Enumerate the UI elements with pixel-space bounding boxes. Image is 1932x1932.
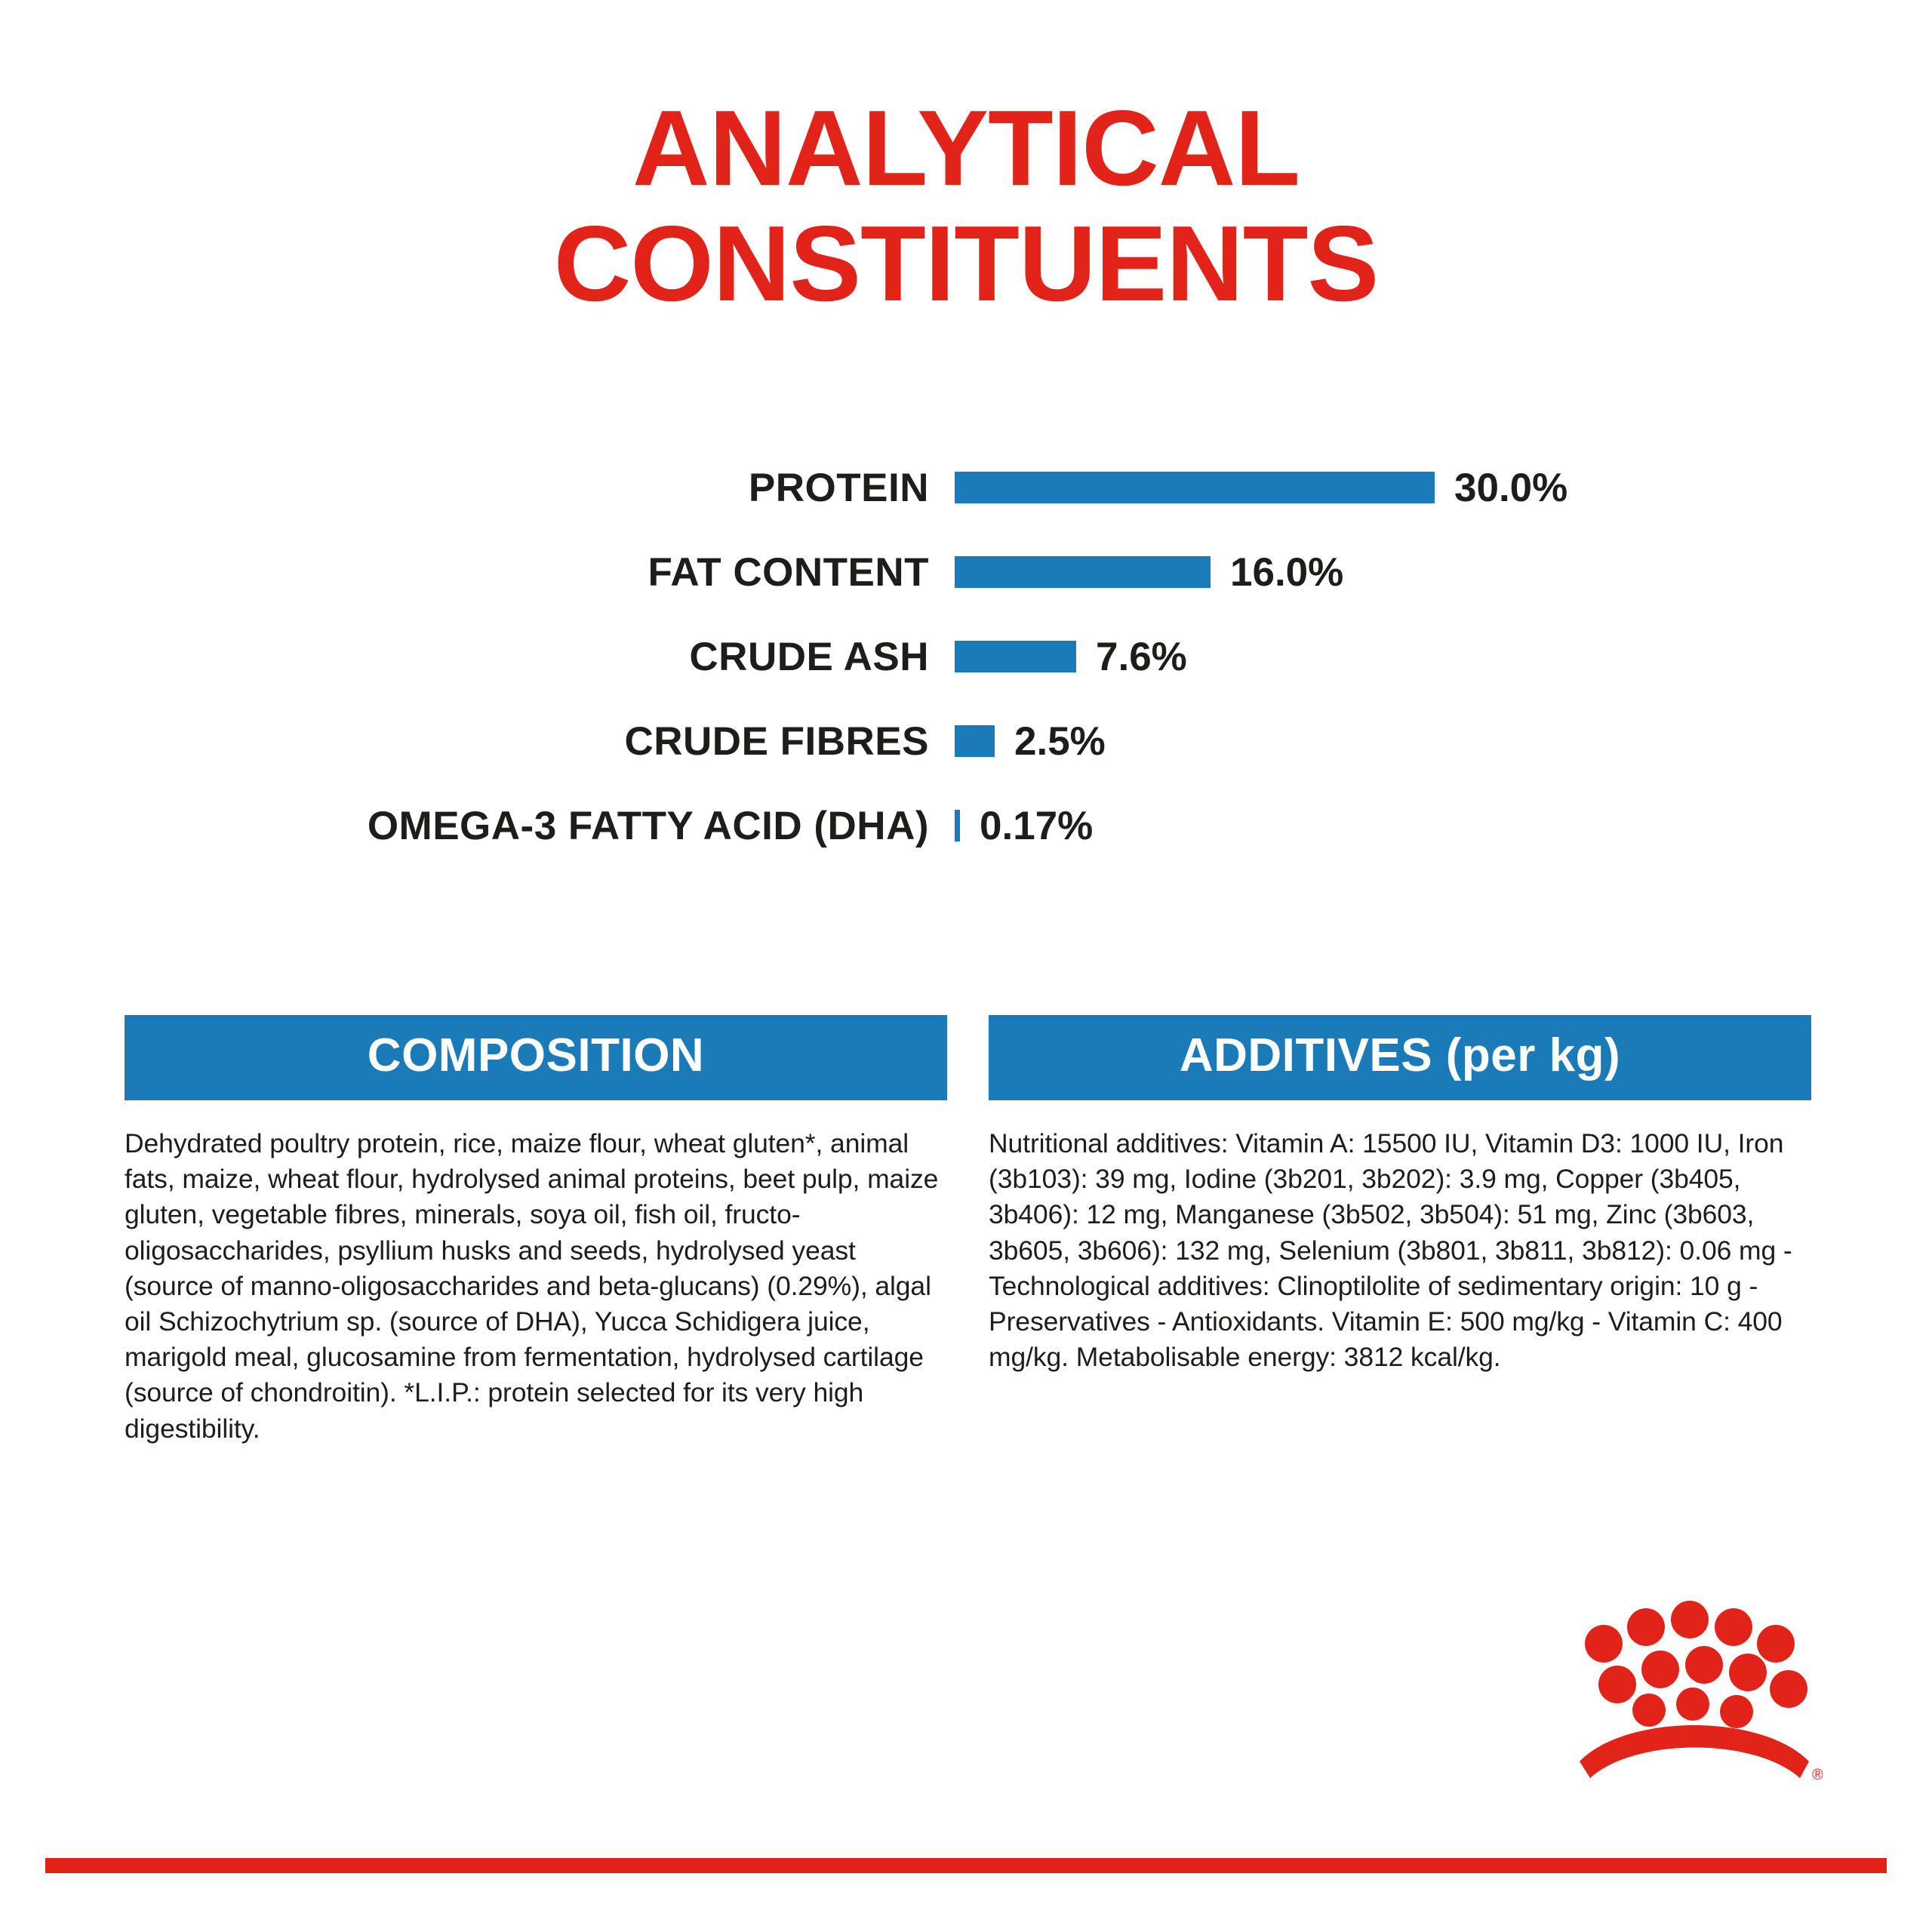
chart-row-track (955, 465, 1567, 511)
chart-row-label: FAT CONTENT (648, 549, 929, 595)
additives-heading: ADDITIVES (per kg) (989, 1015, 1811, 1100)
composition-heading: COMPOSITION (125, 1015, 947, 1100)
chart-row-bar (955, 472, 1435, 503)
page-title (0, 88, 1932, 325)
additives-panel (989, 1015, 1811, 1447)
composition-text: Dehydrated poultry protein, rice, maize flour, wheat gluten*, animal fats, maize, wheat flour, hydrolysed animal proteins, beet pulp, maize gluten, vegetable fibres, minerals, soya oil, fish oil, fructo-oligosaccharides, psyllium husks and seeds, hydrolysed yeast (source of manno-oligosaccharides and beta-glucans) (0.29%), algal oil Schizochytrium sp. (source of DHA), Yucca Schidigera juice, marigold meal, glucosamine from fermentation, hydrolysed cartilage (source of chondroitin). *L.I.P.: protein selected for its very high digestibility. (125, 1128, 939, 1444)
chart-row (0, 614, 1932, 699)
chart-row-value: 30.0% (1454, 465, 1568, 510)
chart-row-track (955, 718, 1106, 764)
chart-row (0, 445, 1932, 530)
chart-row-track (955, 803, 1093, 849)
chart-row-value: 2.5% (1014, 718, 1106, 764)
chart-row-label: CRUDE FIBRES (624, 718, 929, 764)
chart-row (0, 530, 1932, 614)
chart-row-track (955, 549, 1343, 595)
additives-text: Nutritional additives: Vitamin A: 15500 IU, Vitamin D3: 1000 IU, Iron (3b103): 39 mg, Iodine (3b201, 3b202): 3.9 mg, Copper (3b405, 3b406): 12 mg, Manganese (3b502, 3b504): 51 mg, Zinc (3b603, 3b605, 3b606): 132 mg, Selenium (3b801, 3b811, 3b812): 0.06 mg - Technological additives: Clinoptilolite of sedimentary origin: 10 g - Preservatives - Antioxidants. Vitamin E: 500 mg/kg - Vitamin C: 400 mg/kg. Metabolisable energy: 3812 kcal/kg. (989, 1128, 1792, 1373)
analytical-constituents-chart (0, 445, 1932, 868)
chart-row-label: PROTEIN (748, 465, 929, 510)
chart-row-bar (955, 725, 995, 757)
chart-row-bar (955, 641, 1076, 672)
chart-row-bar (955, 556, 1211, 588)
chart-row-label: CRUDE ASH (689, 634, 929, 679)
chart-row (0, 699, 1932, 783)
chart-row-value: 0.17% (980, 803, 1094, 848)
composition-panel (125, 1015, 947, 1447)
chart-row (0, 783, 1932, 868)
chart-row-track (955, 634, 1187, 680)
info-panels (125, 1015, 1811, 1447)
chart-row-label: OMEGA-3 FATTY ACID (DHA) (367, 803, 929, 848)
royal-canin-crown-logo (1574, 1600, 1823, 1789)
chart-row-value: 16.0% (1230, 549, 1344, 595)
svg-text:®: ® (1812, 1767, 1823, 1783)
page-title-line-2: CONSTITUENTS (553, 204, 1379, 325)
chart-row-value: 7.6% (1096, 634, 1187, 679)
chart-row-bar (955, 810, 960, 841)
page-title-line-1: ANALYTICAL (632, 88, 1300, 208)
bottom-divider (45, 1858, 1887, 1873)
